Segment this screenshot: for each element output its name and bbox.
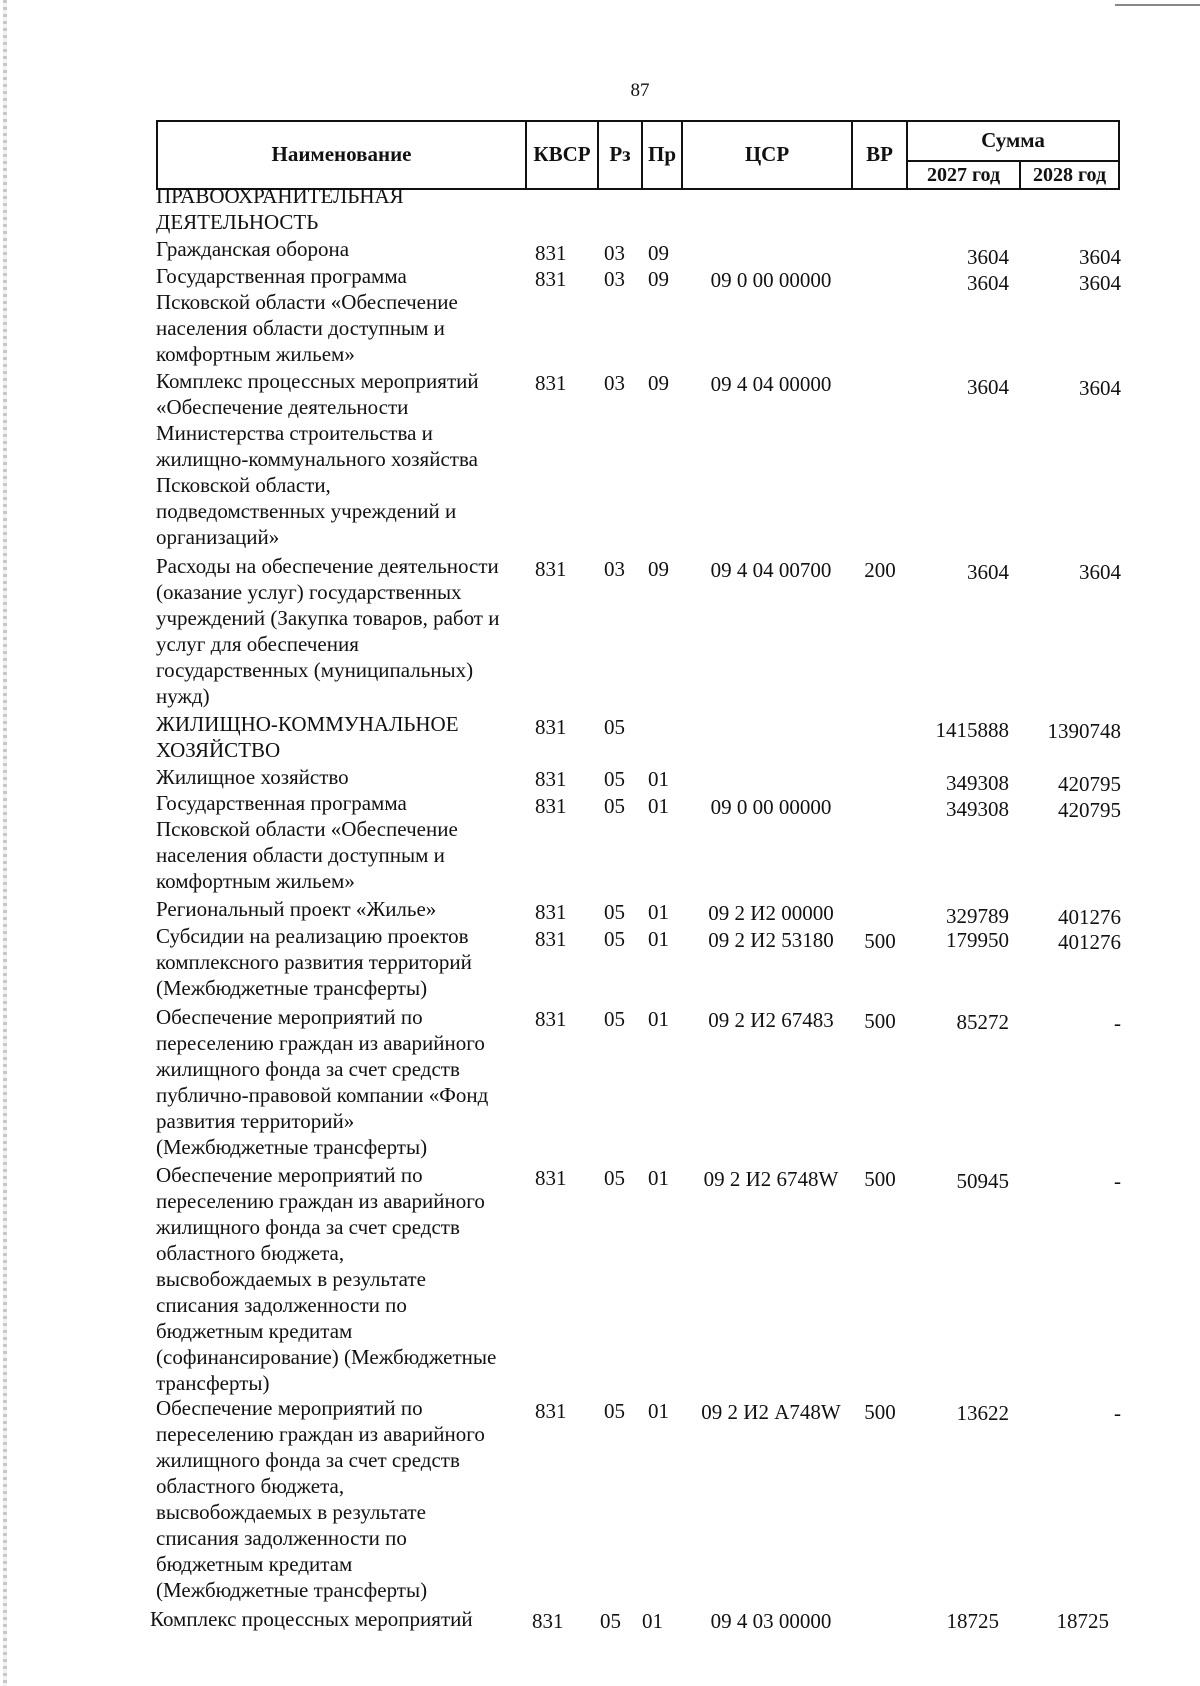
- row-pr: 01: [648, 767, 669, 791]
- row-csr: 09 2 И2 53180: [708, 928, 834, 952]
- row-kvsr: 831: [535, 241, 567, 265]
- header-name: Наименование: [157, 121, 526, 189]
- row-kvsr: 831: [532, 1609, 564, 1633]
- row-vr: 500: [864, 1009, 896, 1033]
- row-sum-2028: 18725: [1056, 1609, 1109, 1633]
- row-sum-2027: 50945: [956, 1169, 1009, 1193]
- row-pr: 01: [648, 1399, 669, 1423]
- row-sum-2027: 3604: [967, 245, 1009, 269]
- row-vr: 500: [864, 1400, 896, 1424]
- row-rz: 05: [604, 1399, 625, 1423]
- row-vr: 200: [864, 558, 896, 582]
- row-sum-2028: 401276: [1058, 930, 1121, 954]
- row-name: ПРАВООХРАНИТЕЛЬНАЯ ДЕЯТЕЛЬНОСТЬ: [156, 184, 404, 234]
- row-name: Государственная программа Псковской области «Обеспечение населения области доступным и комфортным жильем»: [156, 264, 458, 366]
- row-name: Обеспечение мероприятий по переселению граждан из аварийного жилищного фонда за счет средств публично-правовой компании «Фонд развития территорий» (Межбюджетные трансферты): [156, 1005, 489, 1159]
- row-rz: 05: [604, 900, 625, 924]
- row-sum-2027: 329789: [946, 904, 1009, 928]
- row-rz: 03: [604, 241, 625, 265]
- row-sum-2028: 3604: [1079, 271, 1121, 295]
- row-kvsr: 831: [535, 1166, 567, 1190]
- row-pr: 01: [648, 1007, 669, 1031]
- row-sum-2028: 1390748: [1047, 719, 1121, 743]
- header-kvsr: КВСР: [526, 121, 598, 189]
- row-rz: 05: [604, 1007, 625, 1031]
- row-sum-2027: 13622: [956, 1401, 1009, 1425]
- row-rz: 03: [604, 267, 625, 291]
- row-sum-2027: 3604: [967, 271, 1009, 295]
- row-name: Субсидии на реализацию проектов комплексного развития территорий (Межбюджетные трансферты): [156, 924, 472, 1000]
- row-kvsr: 831: [535, 927, 567, 951]
- header-vr: ВР: [852, 121, 907, 189]
- row-kvsr: 831: [535, 557, 567, 581]
- row-kvsr: 831: [535, 715, 567, 739]
- row-rz: 03: [604, 371, 625, 395]
- row-pr: 09: [648, 371, 669, 395]
- row-name: Гражданская оборона: [156, 237, 350, 261]
- header-year-2027: 2027 год: [907, 161, 1020, 189]
- row-name: Комплекс процессных мероприятий: [150, 1607, 473, 1631]
- row-sum-2027: 349308: [946, 771, 1009, 795]
- row-name: Комплекс процессных мероприятий «Обеспечение деятельности Министерства строительства и жилищно-коммунального хозяйства Псковской области, подведомственных учреждений и организаций»: [156, 369, 479, 549]
- header-csr: ЦСР: [682, 121, 852, 189]
- row-name: Региональный проект «Жилье»: [156, 897, 437, 921]
- row-rz: 05: [604, 927, 625, 951]
- row-pr: 01: [648, 927, 669, 951]
- row-sum-2027: 85272: [956, 1010, 1009, 1034]
- row-sum-2028: 3604: [1079, 376, 1121, 400]
- row-csr: 09 0 00 00000: [710, 268, 832, 292]
- row-rz: 05: [604, 794, 625, 818]
- row-kvsr: 831: [535, 900, 567, 924]
- row-pr: 09: [648, 557, 669, 581]
- row-kvsr: 831: [535, 371, 567, 395]
- row-csr: 09 2 И2 6748W: [703, 1167, 839, 1191]
- row-sum-2028: -: [1114, 1401, 1121, 1425]
- row-sum-2027: 3604: [967, 375, 1009, 399]
- header-pr: Пр: [642, 121, 682, 189]
- row-rz: 05: [604, 1166, 625, 1190]
- row-sum-2028: 3604: [1079, 245, 1121, 269]
- row-kvsr: 831: [535, 767, 567, 791]
- header-sum: Сумма: [907, 121, 1119, 161]
- row-csr: 09 2 И2 67483: [708, 1008, 834, 1032]
- row-rz: 05: [600, 1609, 621, 1633]
- row-vr: 500: [864, 1167, 896, 1191]
- row-sum-2028: -: [1114, 1169, 1121, 1193]
- row-rz: 03: [604, 557, 625, 581]
- row-kvsr: 831: [535, 267, 567, 291]
- row-rz: 05: [604, 767, 625, 791]
- row-csr: 09 4 04 00000: [710, 372, 832, 396]
- row-name: Расходы на обеспечение деятельности (оказание услуг) государственных учреждений (Закупка товаров, работ и услуг для обеспечения государственных (муниципальных) нужд): [156, 554, 500, 708]
- row-pr: 01: [648, 1166, 669, 1190]
- row-pr: 01: [648, 794, 669, 818]
- row-csr: 09 4 04 00700: [710, 558, 832, 582]
- row-pr: 09: [648, 241, 669, 265]
- page-number: 87: [630, 80, 650, 101]
- row-sum-2027: 179950: [946, 928, 1009, 952]
- row-vr: 500: [864, 929, 896, 953]
- row-pr: 01: [648, 900, 669, 924]
- row-csr: 09 4 03 00000: [710, 1609, 832, 1633]
- row-name: Обеспечение мероприятий по переселению граждан из аварийного жилищного фонда за счет средств областного бюджета, высвобождаемых в результате списания задолженности по бюджетным кредитам (Межбюджетные трансферты): [156, 1396, 485, 1602]
- row-kvsr: 831: [535, 1007, 567, 1031]
- row-name: Обеспечение мероприятий по переселению граждан из аварийного жилищного фонда за счет средств областного бюджета, высвобождаемых в результате списания задолженности по бюджетным кредитам (софинансирование) (Межбюджетные трансферты): [156, 1163, 497, 1395]
- row-sum-2027: 349308: [946, 797, 1009, 821]
- row-kvsr: 831: [535, 794, 567, 818]
- row-rz: 05: [604, 715, 625, 739]
- row-csr: 09 2 И2 А748W: [701, 1400, 841, 1424]
- row-sum-2028: 420795: [1058, 798, 1121, 822]
- header-rz: Рз: [598, 121, 642, 189]
- row-sum-2027: 18725: [946, 1609, 999, 1633]
- header-year-2028: 2028 год: [1020, 161, 1119, 189]
- row-csr: 09 2 И2 00000: [708, 901, 834, 925]
- row-sum-2028: 3604: [1079, 560, 1121, 584]
- row-sum-2027: 3604: [967, 560, 1009, 584]
- row-sum-2028: -: [1114, 1011, 1121, 1035]
- row-sum-2028: 420795: [1058, 772, 1121, 796]
- row-kvsr: 831: [535, 1399, 567, 1423]
- row-csr: 09 0 00 00000: [710, 795, 832, 819]
- row-name: Государственная программа Псковской области «Обеспечение населения области доступным и комфортным жильем»: [156, 791, 458, 893]
- row-name: ЖИЛИЩНО-КОММУНАЛЬНОЕ ХОЗЯЙСТВО: [156, 712, 459, 762]
- row-pr: 01: [642, 1609, 663, 1633]
- row-name: Жилищное хозяйство: [156, 765, 349, 789]
- row-sum-2028: 401276: [1058, 905, 1121, 929]
- row-pr: 09: [648, 267, 669, 291]
- row-sum-2027: 1415888: [935, 718, 1009, 742]
